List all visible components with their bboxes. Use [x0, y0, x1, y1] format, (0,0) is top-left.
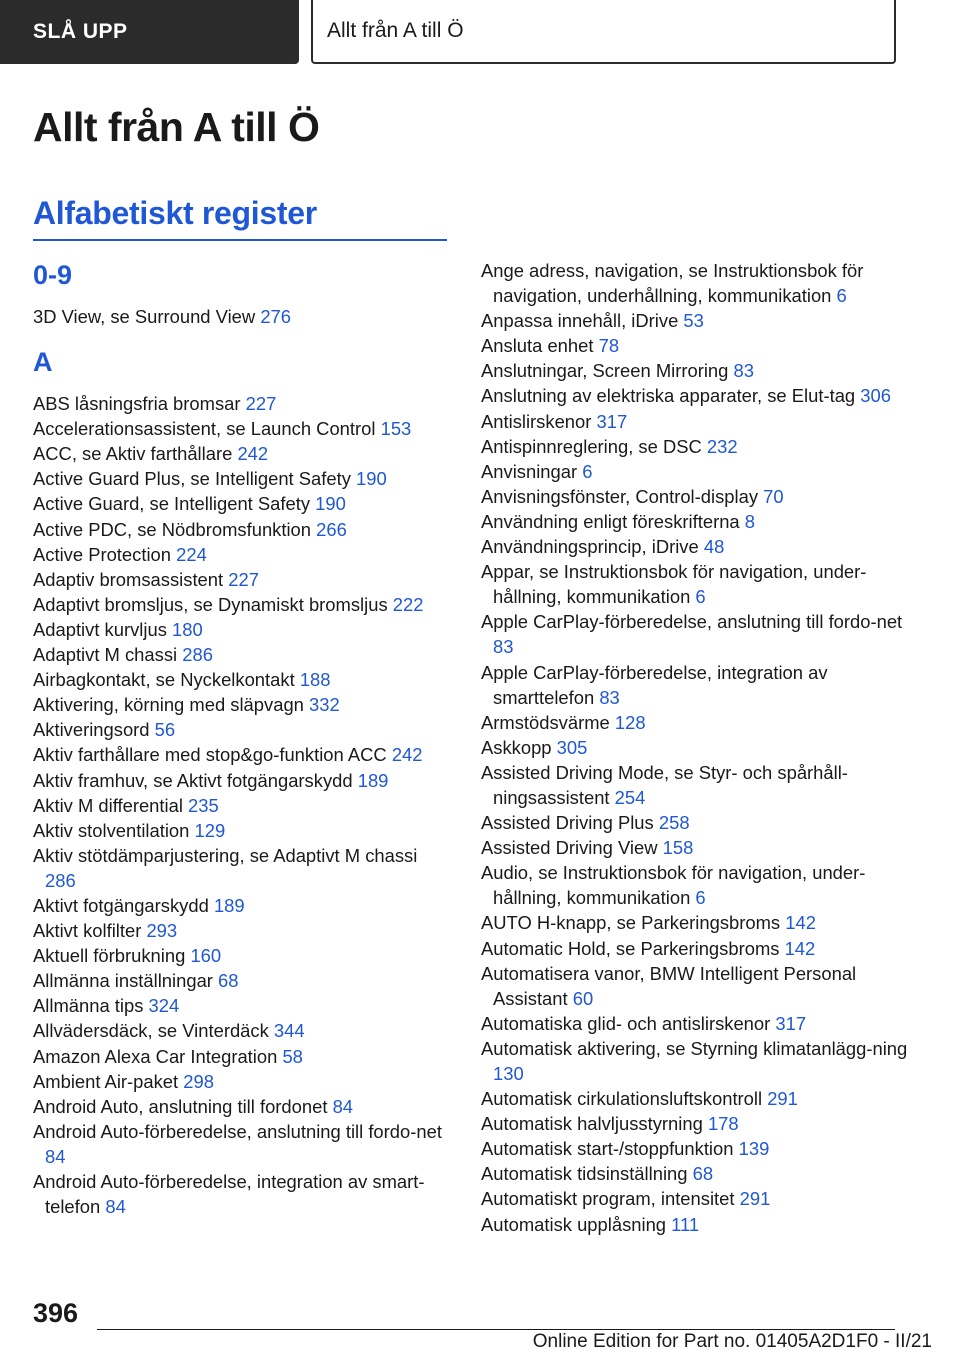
page-link[interactable]: 286 [45, 869, 76, 891]
page-link[interactable]: 258 [658, 812, 690, 834]
index-entry [33, 642, 453, 667]
page-link[interactable]: 254 [614, 786, 646, 808]
page-link[interactable]: 6 [582, 460, 593, 482]
index-entry [33, 1119, 453, 1169]
index-entry [33, 717, 453, 742]
page-link[interactable]: 68 [692, 1163, 714, 1185]
page-link[interactable]: 139 [738, 1138, 770, 1160]
index-entry-text: Adaptivt bromsljus, se Dynamiskt bromsljus [33, 593, 388, 615]
index-entry-text: Automatiska glid- och antislirskenor [481, 1012, 771, 1034]
index-entry [33, 793, 453, 818]
index-entry [481, 1161, 911, 1186]
page-link[interactable]: 8 [744, 510, 756, 532]
index-entry-text: Adaptiv bromsassistent [33, 568, 224, 590]
tab-allt-label: Allt från A till Ö [327, 19, 464, 42]
page-link[interactable]: 160 [190, 945, 222, 967]
index-entry-text: Adaptivt M chassi [33, 644, 178, 666]
index-entry [481, 1212, 911, 1237]
index-entry [33, 517, 453, 542]
index-entry [481, 358, 911, 383]
page-link[interactable]: 48 [703, 536, 725, 558]
page-link[interactable]: 142 [784, 937, 816, 959]
page-link[interactable]: 317 [775, 1012, 807, 1034]
index-entry [33, 918, 453, 943]
index-entry-text: Accelerationsassistent, se Launch Control [33, 418, 376, 440]
index-list-0-9 [33, 304, 453, 329]
page-link[interactable]: 130 [493, 1063, 524, 1084]
index-entry-text: Allvädersdäck, se Vinterdäck [33, 1020, 269, 1042]
index-entry-text: Android Auto, anslutning till fordonet [33, 1095, 328, 1117]
index-entry-text: Automatisk start-/stoppfunktion [481, 1138, 734, 1160]
page-link[interactable]: 227 [228, 568, 259, 590]
index-entry-text: Aktiv stolventilation [33, 819, 190, 841]
index-entry-text: ABS låsningsfria bromsar [33, 393, 241, 415]
index-entry [33, 893, 453, 918]
index-entry-text: Antispinnreglering, se DSC [481, 435, 702, 457]
index-entry [33, 943, 453, 968]
index-list-a [33, 391, 453, 1219]
index-entry-text: Automatisk halvljusstyrning [481, 1113, 703, 1135]
index-entry [33, 441, 453, 466]
page-link[interactable]: 142 [785, 912, 816, 934]
index-entry-text: Aktivering, körning med släpvagn [33, 694, 304, 716]
index-entry [481, 1011, 911, 1036]
index-entry-text: Active Guard, se Intelligent Safety [33, 493, 311, 515]
page-link[interactable]: 344 [273, 1020, 305, 1042]
page-link[interactable]: 83 [599, 686, 620, 708]
page-link[interactable]: 53 [683, 310, 704, 332]
index-entry-text: 3D View, se Surround View [33, 306, 256, 327]
index-entry [33, 768, 453, 793]
page-link[interactable]: 242 [237, 443, 269, 465]
page-link[interactable]: 70 [763, 485, 784, 507]
index-entry-text: Aktiveringsord [33, 719, 150, 741]
page-link[interactable]: 286 [182, 644, 213, 666]
index-entry-text: Allmänna inställningar [33, 970, 213, 992]
index-entry-text: Användningsprincip, iDrive [481, 536, 699, 558]
index-entry [33, 542, 453, 567]
index-entry [33, 592, 453, 617]
index-entry [33, 818, 453, 843]
index-entry-text: Aktiv framhuv, se Aktivt fotgängarskydd [33, 769, 353, 791]
index-entry [481, 258, 911, 308]
index-entry [481, 1036, 911, 1086]
index-entry-text: Allmänna tips [33, 995, 144, 1017]
page-link[interactable]: 190 [356, 468, 387, 490]
index-entry-text: ACC, se Aktiv farthållare [33, 443, 233, 465]
index-entry-text: Anslutning av elektriska apparater, se Elut-tag [481, 385, 856, 407]
index-entry [481, 459, 911, 484]
index-entry [481, 409, 911, 434]
index-entry-text: Adaptivt kurvljus [33, 618, 167, 640]
page-link[interactable]: 189 [213, 894, 245, 916]
index-entry-text: Aktiv M differential [33, 794, 183, 816]
page-link[interactable]: 293 [146, 920, 178, 942]
index-entry [481, 383, 911, 408]
index-entry [33, 466, 453, 491]
index-entry [481, 735, 911, 760]
index-entry-text: Automatisera vanor, BMW Intelligent Personal Assistant [481, 962, 857, 1009]
index-entry [481, 333, 911, 358]
index-entry-text: Användning enligt föreskrifterna [481, 510, 740, 532]
page-title: Allt från A till Ö [33, 104, 320, 150]
index-column-left [33, 258, 453, 1219]
index-entry-text: Askkopp [481, 736, 552, 758]
index-entry [33, 416, 453, 441]
index-entry [33, 1069, 453, 1094]
index-entry-text: Android Auto-förberedelse, integration av smart-telefon [33, 1171, 425, 1218]
spacer [33, 292, 453, 304]
page-link[interactable]: 190 [315, 493, 346, 515]
index-entry-text: Automatisk cirkulationsluftskontroll [481, 1088, 763, 1110]
tab-allt-fran-a-till-o[interactable] [311, 0, 896, 64]
page-link[interactable]: 6 [695, 586, 706, 608]
page-link[interactable]: 232 [706, 435, 738, 457]
index-entry [481, 609, 911, 659]
index-entry [481, 660, 911, 710]
page-link[interactable]: 317 [596, 410, 628, 432]
page-link[interactable]: 178 [707, 1113, 739, 1135]
index-entry-text: Aktiv farthållare med stop&go-funktion ACC [33, 744, 387, 766]
index-entry [481, 308, 911, 333]
page-link[interactable]: 84 [332, 1095, 354, 1117]
page-link[interactable]: 188 [299, 669, 331, 691]
page-link[interactable]: 78 [598, 335, 620, 357]
index-entry-text: Anvisningar [481, 460, 578, 482]
index-entry-text: Active Guard Plus, se Intelligent Safety [33, 468, 351, 490]
page-link[interactable]: 153 [380, 418, 412, 440]
index-entry-text: Appar, se Instruktionsbok för navigation, under-hållning, kommunikation [481, 561, 867, 608]
top-navigation [0, 0, 960, 66]
page-link[interactable]: 158 [662, 837, 694, 859]
index-entry [481, 534, 911, 559]
index-entry-text: Anvisningsfönster, Control-display [481, 485, 759, 507]
page-link[interactable]: 60 [572, 987, 594, 1009]
page-link[interactable]: 6 [695, 887, 706, 909]
index-entry-text: Ansluta enhet [481, 335, 594, 357]
index-entry [481, 961, 911, 1011]
index-entry-text: Automatic Hold, se Parkeringsbroms [481, 937, 780, 959]
spacer [33, 329, 453, 345]
index-entry [33, 667, 453, 692]
page-link[interactable]: 224 [176, 543, 207, 565]
index-entry [33, 1094, 453, 1119]
page-link[interactable]: 235 [188, 794, 219, 816]
footer-divider [97, 1329, 895, 1330]
page-link[interactable]: 298 [183, 1070, 214, 1092]
index-entry-text: Armstödsvärme [481, 711, 610, 733]
index-entry [33, 993, 453, 1018]
index-entry-text: Aktuell förbrukning [33, 945, 186, 967]
index-entry-text: Active PDC, se Nödbromsfunktion [33, 518, 312, 540]
index-entry [33, 1169, 453, 1219]
index-entry-text: Apple CarPlay-förberedelse, anslutning till fordo-net [481, 611, 903, 633]
index-entry [481, 835, 911, 860]
index-entry-text: Assisted Driving Mode, se Styr- och spårhåll-ningsassistent [481, 761, 848, 808]
index-entry-text: Aktivt kolfilter [33, 920, 142, 942]
index-entry [481, 860, 911, 910]
page-link[interactable]: 83 [733, 360, 754, 382]
page-link[interactable]: 180 [172, 618, 203, 640]
index-entry [481, 910, 911, 935]
index-entry [33, 567, 453, 592]
page-link[interactable]: 306 [860, 385, 891, 407]
index-entry [481, 760, 911, 810]
index-entry [481, 1136, 911, 1161]
index-entry [481, 509, 911, 534]
index-entry [33, 843, 453, 893]
index-entry-text: Audio, se Instruktionsbok för navigation, under-hållning, kommunikation [481, 862, 866, 909]
page-link[interactable]: 189 [357, 769, 389, 791]
index-entry [481, 710, 911, 735]
index-entry [481, 1086, 911, 1111]
page-link[interactable]: 83 [493, 636, 514, 658]
index-entry-text: Ambient Air-paket [33, 1070, 179, 1092]
page-link[interactable]: 305 [556, 736, 588, 758]
index-column-right [481, 258, 911, 1237]
index-entry-text: Automatiskt program, intensitet [481, 1188, 735, 1210]
index-entry-text: Android Auto-förberedelse, anslutning till fordo-net [33, 1120, 442, 1142]
index-entry-text: Automatisk upplåsning [481, 1213, 667, 1235]
index-entry [481, 484, 911, 509]
index-entry [33, 968, 453, 993]
page-link[interactable]: 222 [392, 593, 424, 615]
index-entry [33, 617, 453, 642]
tab-sla-upp-label: SLÅ UPP [33, 20, 128, 43]
group-heading-a: A [33, 347, 53, 378]
index-entry [481, 1186, 911, 1211]
section-title: Alfabetiskt register [33, 195, 317, 231]
index-entry-text: AUTO H-knapp, se Parkeringsbroms [481, 912, 781, 934]
page-link[interactable]: 56 [154, 719, 176, 741]
index-entry-text: Apple CarPlay-förberedelse, integration av smarttelefon [481, 661, 828, 708]
page-link[interactable]: 276 [260, 306, 291, 327]
index-entry-text: Amazon Alexa Car Integration [33, 1045, 278, 1067]
index-entry [33, 391, 453, 416]
index-entry [481, 810, 911, 835]
index-entry-text: Anpassa innehåll, iDrive [481, 310, 679, 332]
page-link[interactable]: 227 [245, 393, 277, 415]
index-list-right [481, 258, 911, 1237]
page-link[interactable]: 84 [105, 1196, 126, 1218]
page-link[interactable]: 324 [148, 995, 180, 1017]
page-link[interactable]: 6 [836, 285, 847, 307]
index-entry [33, 742, 453, 767]
group-heading-0-9: 0-9 [33, 260, 73, 290]
index-entry-text: Ange adress, navigation, se Instruktionsbok för navigation, underhållning, kommunikation [481, 260, 864, 307]
index-entry-text: Aktiv stötdämparjustering, se Adaptivt M chassi [33, 844, 418, 866]
index-entry-text: Automatisk tidsinställning [481, 1163, 688, 1185]
footer-edition: Online Edition for Part no. 01405A2D1F0 - II/21 [532, 1331, 932, 1352]
index-entry [481, 936, 911, 961]
index-entry-text: Airbagkontakt, se Nyckelkontakt [33, 669, 295, 691]
index-entry [33, 1018, 453, 1043]
index-entry-text: Assisted Driving View [481, 837, 658, 859]
page-link[interactable]: 111 [671, 1213, 700, 1235]
page-link[interactable]: 332 [309, 694, 340, 716]
page-link[interactable]: 266 [316, 518, 347, 540]
page-number: 396 [33, 1298, 79, 1328]
page-link[interactable]: 58 [282, 1045, 303, 1067]
index-entry [33, 304, 453, 329]
index-entry [481, 559, 911, 609]
page-link[interactable]: 242 [391, 744, 423, 766]
page-link[interactable]: 291 [739, 1188, 771, 1210]
index-entry-text: Aktivt fotgängarskydd [33, 894, 209, 916]
page-link[interactable]: 128 [614, 711, 646, 733]
page-link[interactable]: 84 [45, 1145, 66, 1167]
index-entry-text: Automatisk aktivering, se Styrning klimatanlägg-ning [481, 1037, 908, 1059]
tab-sla-upp[interactable] [0, 0, 299, 64]
spacer [33, 379, 453, 391]
index-entry-text: Antislirskenor [481, 410, 592, 432]
index-entry-text: Active Protection [33, 543, 171, 565]
index-entry [481, 434, 911, 459]
index-entry [33, 692, 453, 717]
index-entry-text: Assisted Driving Plus [481, 812, 654, 834]
section-divider [33, 239, 447, 241]
index-entry [481, 1111, 911, 1136]
index-entry [33, 491, 453, 516]
page-link[interactable]: 68 [218, 970, 239, 992]
index-entry-text: Anslutningar, Screen Mirroring [481, 360, 729, 382]
page-link[interactable]: 291 [767, 1088, 798, 1110]
index-entry [33, 1044, 453, 1069]
page-link[interactable]: 129 [194, 819, 226, 841]
